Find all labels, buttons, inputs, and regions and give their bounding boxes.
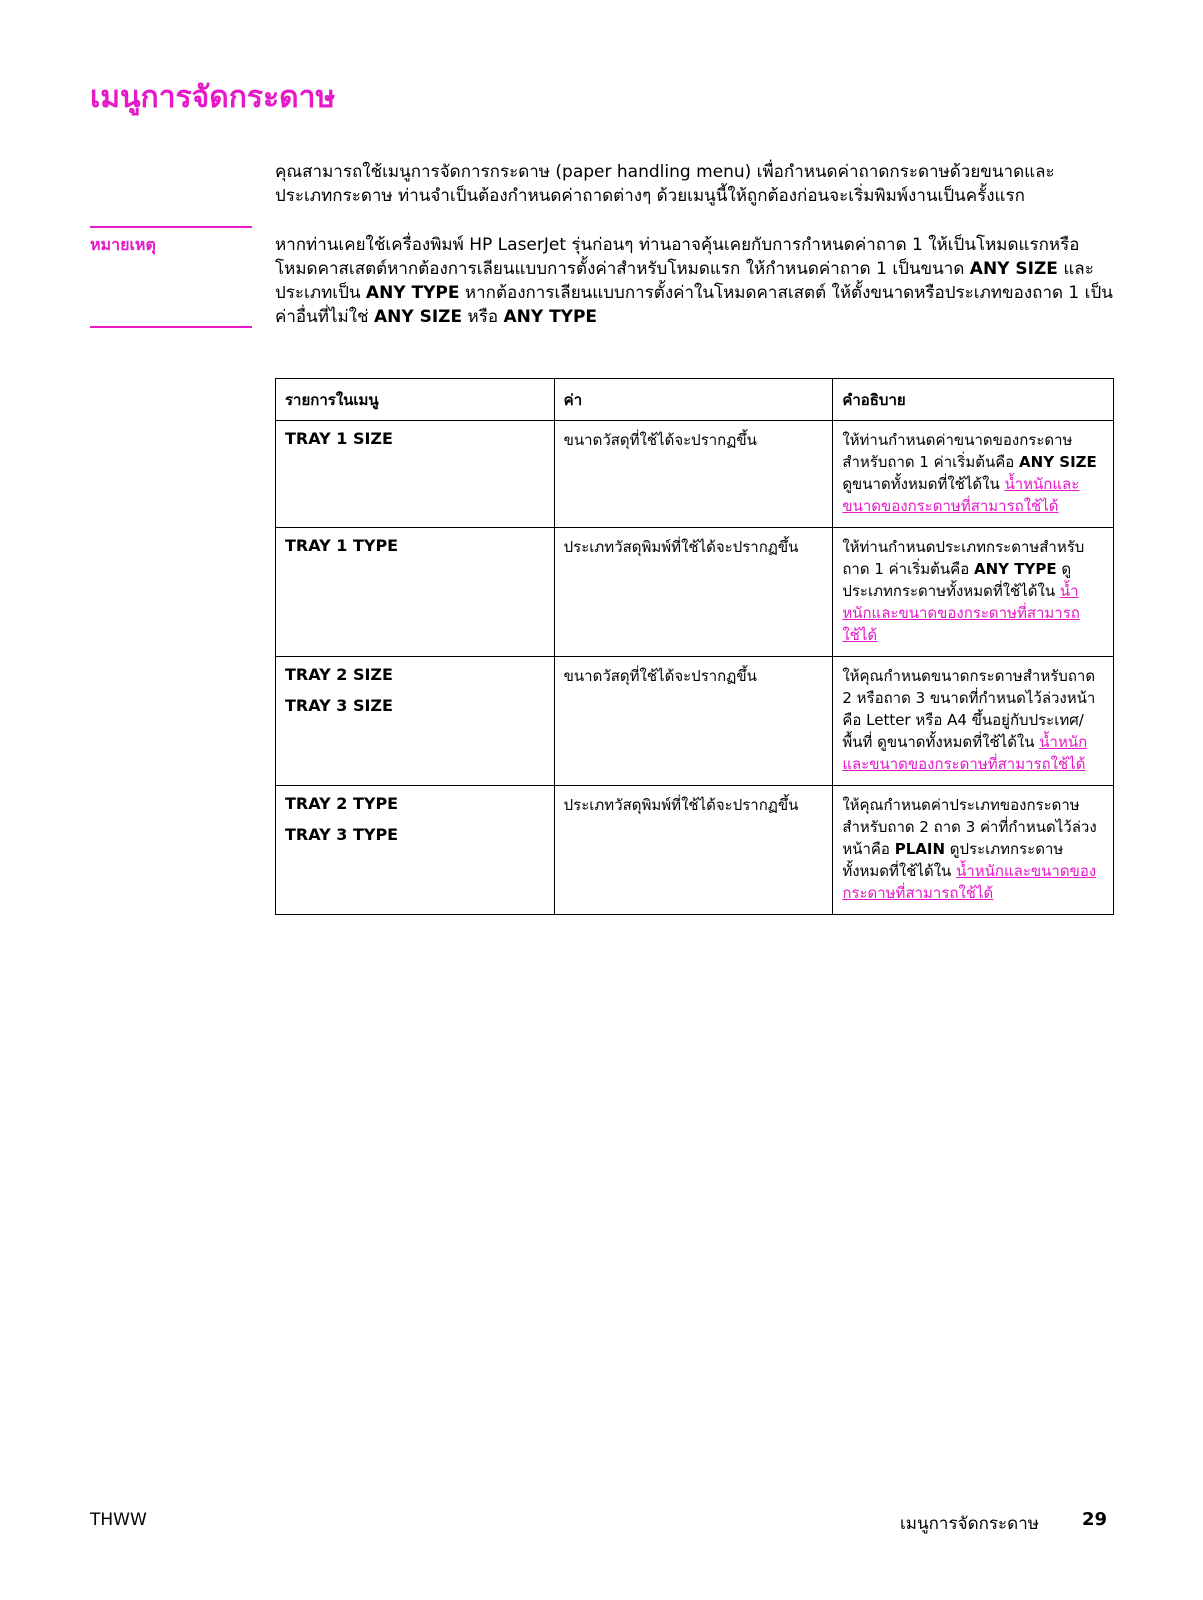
note-top-rule [90, 226, 252, 228]
value-cell: ประเภทวัสดุพิมพ์ที่ใช้ได้จะปรากฏขึ้น [554, 528, 833, 657]
paper-weights-sizes-link[interactable]: น้ำหนักและขนาดของกระดาษที่สามารถใช้ได้ [842, 475, 1080, 515]
description-cell [833, 528, 1114, 657]
description-text: ให้ท่านกำหนดประเภทกระดาษสำหรับถาด 1 ค่าเริ่มต้นคือ [842, 538, 1085, 578]
note-bold-any-type: ANY TYPE [365, 283, 460, 303]
menu-item-cell [276, 786, 555, 915]
note-bold-any-type-2: ANY TYPE [503, 307, 598, 327]
menu-item-tray-1-size: TRAY 1 SIZE [285, 429, 393, 448]
note-text-part-4: หรือ [462, 307, 504, 327]
menu-item-tray-2-size: TRAY 2 SIZE [285, 665, 393, 684]
note-bottom-rule [90, 326, 252, 328]
menu-item-cell [276, 528, 555, 657]
header-menu-item: รายการในเมนู [276, 379, 555, 421]
paper-weights-sizes-link[interactable]: น้ำหนักและขนาดของกระดาษที่สามารถใช้ได้ [842, 733, 1088, 773]
menu-item-tray-1-type: TRAY 1 TYPE [285, 536, 399, 555]
default-value: PLAIN [894, 840, 945, 858]
description-cell [833, 786, 1114, 915]
description-text: ให้ท่านกำหนดค่าขนาดของกระดาษสำหรับถาด 1 ค่าเริ่มต้นคือ [842, 431, 1073, 471]
note-text-part-1: หากท่านเคยใช้เครื่องพิมพ์ HP LaserJet รุ่นก่อนๆ ท่านอาจคุ้นเคยกับการกำหนดค่าถาด 1 ให้เป็นโหมดแรกหรือโหมดคาสเสตต์หากต้องการเลียนแบบการตั้งค่าสำหรับโหมดแรก ให้กำหนดค่าถาด 1 เป็นขนาด [275, 235, 1080, 279]
menu-item-tray-3-size: TRAY 3 SIZE [285, 696, 393, 715]
default-value: ANY SIZE [1019, 453, 1097, 471]
description-text: ให้คุณกำหนดค่าประเภทของกระดาษสำหรับถาด 2 ถาด 3 ค่าที่กำหนดไว้ล่วงหน้าคือ [842, 796, 1097, 858]
value-cell: ประเภทวัสดุพิมพ์ที่ใช้ได้จะปรากฏขึ้น [554, 786, 833, 915]
intro-paragraph: คุณสามารถใช้เมนูการจัดการกระดาษ (paper handling menu) เพื่อกำหนดค่าถาดกระดาษด้วยขนาดและประเภทกระดาษ ท่านจำเป็นต้องกำหนดค่าถาดต่างๆ ด้วยเมนูนี้ให้ถูกต้องก่อนจะเริ่มพิมพ์งานเป็นครั้งแรก [275, 162, 1055, 206]
table-row [276, 786, 1114, 915]
header-value: ค่า [554, 379, 833, 421]
note-text-part-3: หากต้องการเลียนแบบการตั้งค่าในโหมดคาสเสตต์ ให้ตั้งขนาดหรือประเภทของถาด 1 เป็นค่าอื่นที่ไม่ใช่ [275, 283, 1113, 327]
note-text-part-2: และประเภทเป็น [275, 259, 1094, 303]
table-row [276, 528, 1114, 657]
page-title: เมนูการจัดกระดาษ [90, 80, 336, 115]
note-bold-any-size: ANY SIZE [969, 259, 1058, 279]
note-text [275, 233, 1115, 329]
description-cell [833, 657, 1114, 786]
value-cell: ขนาดวัสดุที่ใช้ได้จะปรากฏขึ้น [554, 657, 833, 786]
footer-doc-code: THWW [90, 1510, 147, 1530]
description-text-2: ดูขนาดทั้งหมดที่ใช้ได้ใน [842, 475, 1005, 493]
header-description: คำอธิบาย [833, 379, 1114, 421]
menu-item-cell [276, 421, 555, 528]
description-cell [833, 421, 1114, 528]
note-bold-any-size-2: ANY SIZE [373, 307, 463, 327]
description-text: ให้คุณกำหนดขนาดกระดาษสำหรับถาด 2 หรือถาด 3 ขนาดที่กำหนดไว้ล่วงหน้าคือ Letter หรือ A4 ขึ้นอยู่กับประเทศ/พื้นที่ ดูขนาดทั้งหมดที่ใช้ได้ใน [842, 667, 1096, 751]
default-value: ANY TYPE [973, 560, 1057, 578]
description-text-2: ดูประเภทกระดาษทั้งหมดที่ใช้ได้ใน [842, 560, 1072, 600]
menu-item-cell [276, 657, 555, 786]
menu-item-tray-3-type: TRAY 3 TYPE [285, 825, 399, 844]
footer-page-number: 29 [1082, 1509, 1108, 1530]
description-text-2: ดูประเภทกระดาษทั้งหมดที่ใช้ได้ใน [842, 840, 1064, 880]
table-row [276, 421, 1114, 528]
note-label: หมายเหตุ [90, 235, 156, 254]
paper-weights-sizes-link[interactable]: น้ำหนักและขนาดของกระดาษที่สามารถใช้ได้ [842, 862, 1097, 902]
menu-item-tray-2-type: TRAY 2 TYPE [285, 794, 399, 813]
paper-weights-sizes-link[interactable]: น้ำหนักและขนาดของกระดาษที่สามารถใช้ได้ [842, 582, 1080, 644]
table-row [276, 657, 1114, 786]
footer-section-title: เมนูการจัดกระดาษ [900, 1514, 1039, 1534]
paper-handling-menu-table [275, 378, 1114, 915]
value-cell: ขนาดวัสดุที่ใช้ได้จะปรากฏขึ้น [554, 421, 833, 528]
table-header-row [276, 379, 1114, 421]
